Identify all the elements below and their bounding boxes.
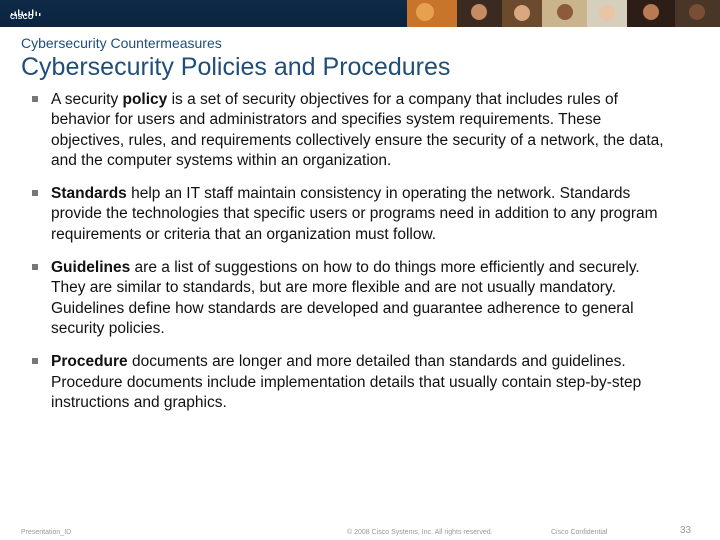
bullet-text: is a set of security objectives for a company that includes rules of behavior for users and administrators and specifies system requirements. These objectives, rules, and requirements collectively ensure the security of a network, the data, and the computer systems within an organization. (51, 91, 664, 169)
bullet-term: policy (122, 91, 168, 108)
square-bullet-icon (32, 190, 38, 196)
bullet-item-guidelines (31, 258, 671, 339)
page-title: Cybersecurity Policies and Procedures (21, 53, 451, 81)
bullet-item-standards (31, 184, 671, 245)
bullet-text: documents are longer and more detailed than standards and guidelines. Procedure documents include implementation details that usually contain step-by-step instructions and graphics. (51, 353, 642, 411)
header-bar (0, 0, 720, 27)
header-photo-strip (407, 0, 720, 27)
bullet-list (31, 90, 671, 426)
section-subtitle: Cybersecurity Countermeasures (21, 35, 222, 51)
bullet-term: Procedure (51, 353, 128, 371)
square-bullet-icon (32, 96, 38, 102)
footer (0, 524, 720, 540)
bullet-item-procedure (31, 352, 671, 413)
square-bullet-icon (32, 358, 38, 364)
page-number: 33 (680, 525, 692, 536)
people-photo-collage (407, 0, 720, 27)
cisco-logo-text: CISCO (10, 14, 34, 21)
footer-presentation-id: Presentation_ID (21, 529, 72, 536)
footer-confidential: Cisco Confidential (551, 529, 608, 536)
footer-copyright: © 2008 Cisco Systems, Inc. All rights reserved. (347, 529, 493, 536)
bullet-term: Standards (51, 185, 127, 203)
bullet-text: help an IT staff maintain consistency in operating the network. Standards provide the technologies that specific users or programs need in addition to any program requirements or criteria that an organization must follow. (51, 185, 658, 243)
bullet-text-pre: A security (51, 91, 123, 108)
bullet-text: are a list of suggestions on how to do things more efficiently and securely. They are similar to standards, but are more flexible and are not usually mandatory. Guidelines define how standards are developed and guarantee adherence to general security policies. (51, 259, 640, 337)
bullet-term: Guidelines (51, 259, 131, 277)
square-bullet-icon (32, 264, 38, 270)
cisco-logo (10, 5, 42, 23)
bullet-item-policy (31, 90, 671, 171)
